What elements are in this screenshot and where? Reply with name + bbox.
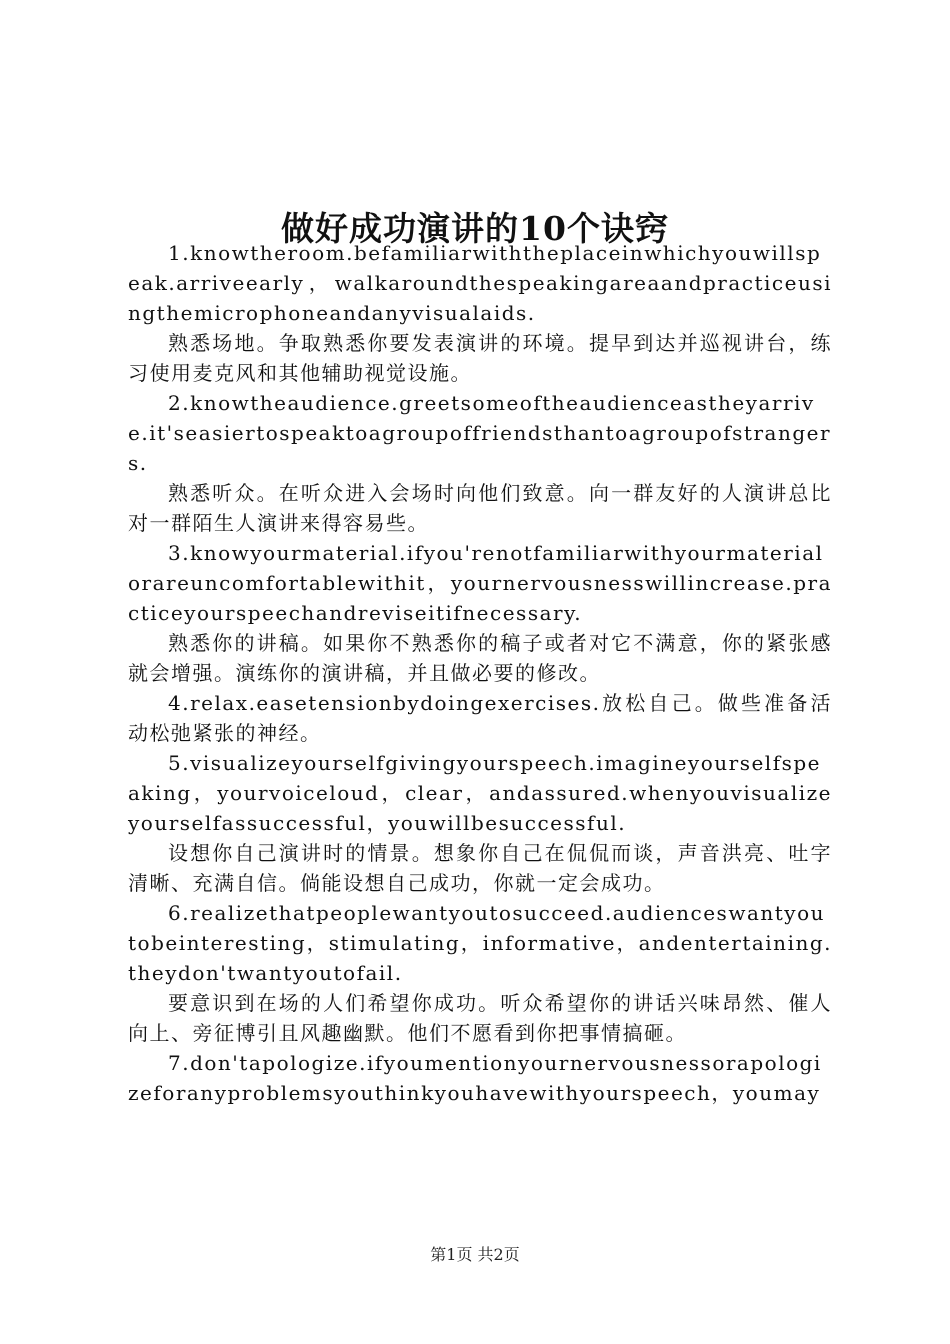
paragraph-10: 6.realizethatpeoplewantyoutosucceed.audienceswantyoutobeinteresting，stimulating，informative，andentertaining.theydon'twantyoutofail.	[128, 901, 832, 985]
paragraph-4: 熟悉听众。在听众进入会场时向他们致意。向一群友好的人演讲总比对一群陌生人演讲来得容易些。	[128, 481, 832, 535]
paragraph-9: 设想你自己演讲时的情景。想象你自己在侃侃而谈，声音洪亮、吐字清晰、充满自信。倘能设想自己成功，你就一定会成功。	[128, 841, 832, 895]
paragraph-8: 5.visualizeyourselfgivingyourspeech.imagineyourselfspeaking，yourvoiceloud，clear，andassured.whenyouvisualizeyourselfassuccessful，youwillbesuccessful.	[128, 751, 832, 835]
page-number-footer: 第1页 共2页	[430, 1245, 520, 1264]
paragraph-3: 2.knowtheaudience.greetsomeoftheaudienceastheyarrive.it'seasiertospeaktoagroupoffriendsthantoagroupofstrangers.	[128, 391, 832, 475]
paragraph-6: 熟悉你的讲稿。如果你不熟悉你的稿子或者对它不满意，你的紧张感就会增强。演练你的演讲稿，并且做必要的修改。	[128, 631, 832, 685]
document-title: 做好成功演讲的10个诀窍	[281, 209, 669, 249]
paragraph-12: 7.don'tapologize.ifyoumentionyournervousnessorapologizeforanyproblemsyouthinkyouhavewithyourspeech，youmay	[128, 1051, 822, 1105]
paragraph-7: 4.relax.easetensionbydoingexercises.放松自己。做些准备活动松弛紧张的神经。	[128, 691, 832, 745]
paragraph-11: 要意识到在场的人们希望你成功。听众希望你的讲话兴味昂然、催人向上、旁征博引且风趣幽默。他们不愿看到你把事情搞砸。	[128, 991, 832, 1045]
paragraph-1: 1.knowtheroom.befamiliarwiththeplaceinwhichyouwillspeak.arriveearly，walkaroundthespeakingareaandpracticeusingthemicrophoneandanyvisualaids.	[128, 241, 832, 325]
paragraph-5: 3.knowyourmaterial.ifyou'renotfamiliarwithyourmaterialorareuncomfortablewithit，yournervousnesswillincrease.practiceyourspeechandreviseitifnecessary.	[128, 541, 832, 625]
document-body	[128, 238, 832, 1108]
paragraph-2: 熟悉场地。争取熟悉你要发表演讲的环境。提早到达并巡视讲台，练习使用麦克风和其他辅助视觉设施。	[128, 331, 832, 385]
